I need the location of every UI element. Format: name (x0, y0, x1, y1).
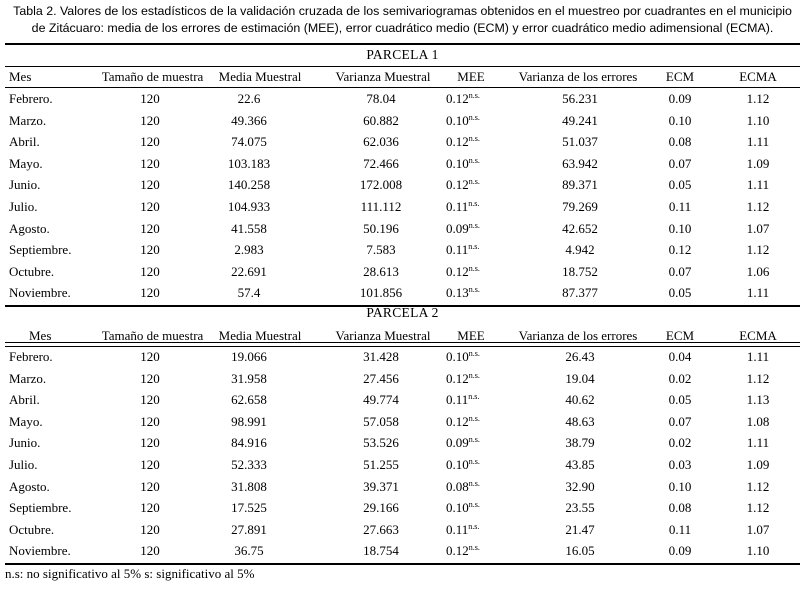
cell-mee (446, 198, 516, 215)
table-row (5, 519, 800, 540)
cell-mes: Junio. (9, 177, 41, 193)
cell-mee (446, 220, 516, 237)
cell-mee (446, 456, 516, 473)
cell-ecma: 1.12 (746, 199, 770, 214)
cell-mes: Mayo. (9, 155, 43, 171)
cell-varianza: 101.856 (359, 285, 403, 301)
cell-ecm: 0.08 (668, 134, 692, 150)
cell-tamano: 120 (140, 199, 160, 214)
mee-value: 0.09 (446, 435, 469, 451)
cell-ecma: 1.10 (746, 543, 770, 559)
header-row (5, 66, 800, 87)
mee-value: 0.10 (446, 112, 469, 128)
table-row (5, 454, 800, 475)
cell-media: 52.333 (231, 457, 267, 472)
cell-varianza: 18.754 (363, 543, 399, 559)
cell-mes: Marzo. (9, 112, 47, 128)
cell-media: 49.366 (231, 112, 267, 128)
cell-varianza: 49.774 (363, 392, 399, 408)
cell-var-errores: 42.652 (562, 220, 598, 236)
cell-mes: Julio. (9, 457, 38, 472)
cell-tamano: 120 (140, 285, 160, 301)
section-title: PARCELA 1 (366, 47, 439, 62)
cell-mee (446, 155, 516, 172)
cell-ecm: 0.05 (668, 285, 692, 301)
significance-mark: n.s. (468, 500, 480, 510)
cell-media: 19.066 (231, 349, 267, 364)
cell-var-errores: 38.79 (565, 435, 595, 451)
cell-mee (446, 370, 516, 387)
cell-mes: Octubre. (9, 263, 55, 279)
cell-ecm: 0.10 (668, 112, 692, 128)
significance-mark: n.s. (468, 263, 480, 273)
significance-mark: n.s. (468, 349, 480, 358)
mee-value: 0.12 (446, 134, 469, 150)
cell-varianza: 72.466 (363, 155, 399, 171)
cell-ecma: 1.06 (746, 263, 770, 279)
cell-mee (446, 413, 516, 430)
table-row (5, 110, 800, 131)
table-row (5, 153, 800, 174)
cell-ecm: 0.11 (668, 199, 692, 214)
mee-value: 0.10 (446, 155, 469, 171)
cell-ecma: 1.11 (746, 177, 770, 193)
cell-tamano: 120 (140, 392, 160, 408)
cell-var-errores: 87.377 (562, 285, 598, 301)
cell-var-errores: 49.241 (562, 112, 598, 128)
mee-value: 0.10 (446, 349, 469, 364)
cell-var-errores: 16.05 (565, 543, 595, 559)
cell-tamano: 120 (140, 177, 160, 193)
cell-mes: Julio. (9, 199, 38, 214)
cell-media: 84.916 (231, 435, 267, 451)
cell-media: 27.891 (231, 521, 267, 537)
significance-mark: n.s. (468, 392, 480, 402)
cell-varianza: 27.663 (363, 521, 399, 537)
cell-media: 36.75 (234, 543, 264, 559)
significance-mark: n.s. (468, 112, 480, 122)
cell-media: 22.691 (231, 263, 267, 279)
cell-mes: Octubre. (9, 521, 55, 537)
cell-mee (446, 263, 516, 280)
cell-ecma: 1.07 (746, 220, 770, 236)
cell-varianza: 29.166 (363, 500, 399, 516)
cell-mes: Abril. (9, 134, 40, 150)
header-mes: Mes (9, 69, 32, 84)
cell-ecma: 1.11 (746, 285, 770, 301)
cell-mee (446, 434, 516, 451)
section-title: PARCELA 2 (366, 305, 439, 320)
cell-varianza: 111.112 (360, 199, 402, 214)
cell-tamano: 120 (140, 263, 160, 279)
header-row (5, 325, 800, 346)
mee-value: 0.11 (446, 242, 469, 258)
cell-media: 22.6 (237, 91, 261, 106)
cell-var-errores: 23.55 (565, 500, 595, 516)
cell-var-errores: 19.04 (565, 370, 595, 386)
cell-varianza: 60.882 (363, 112, 399, 128)
cell-mes: Febrero. (9, 349, 53, 364)
significance-mark: n.s. (468, 199, 480, 208)
cell-ecma: 1.09 (746, 155, 770, 171)
table-bottom-rule (5, 563, 800, 565)
cell-tamano: 120 (140, 500, 160, 516)
mee-value: 0.11 (446, 199, 469, 214)
cell-mee (446, 90, 516, 107)
cell-var-errores: 89.371 (562, 177, 598, 193)
mee-value: 0.12 (446, 370, 469, 386)
cell-var-errores: 40.62 (565, 392, 595, 408)
cell-tamano: 120 (140, 134, 160, 150)
table-row (5, 196, 800, 217)
mee-value: 0.12 (446, 91, 469, 106)
cell-varianza: 53.526 (363, 435, 399, 451)
cell-mee (446, 284, 516, 301)
cell-mes: Abril. (9, 392, 40, 408)
header-var-errores: Varianza de los errores (518, 328, 638, 343)
cell-ecma: 1.12 (746, 500, 770, 516)
significance-mark: n.s. (468, 155, 480, 165)
cell-ecm: 0.02 (668, 370, 692, 386)
cell-tamano: 120 (140, 457, 160, 472)
header-ecma: ECMA (739, 328, 777, 343)
cell-mes: Febrero. (9, 91, 53, 106)
significance-mark: n.s. (468, 478, 480, 488)
cell-ecma: 1.07 (746, 521, 770, 537)
mee-value: 0.12 (446, 543, 469, 559)
cell-ecma: 1.12 (746, 478, 770, 494)
cell-media: 103.183 (227, 155, 271, 171)
header-varianza: Varianza Muestral (335, 69, 431, 84)
mee-value: 0.09 (446, 220, 469, 236)
header-media: Media Muestral (218, 69, 302, 84)
cell-ecma: 1.11 (746, 134, 770, 150)
cell-tamano: 120 (140, 543, 160, 559)
cell-mee (446, 348, 516, 365)
cell-var-errores: 21.47 (565, 521, 595, 537)
cell-varianza: 172.008 (359, 177, 403, 193)
cell-tamano: 120 (140, 435, 160, 451)
cell-varianza: 57.058 (363, 413, 399, 429)
cell-var-errores: 26.43 (565, 349, 595, 364)
footnote: n.s: no significativo al 5% s: significativo al 5% (5, 566, 255, 581)
cell-mes: Septiembre. (9, 500, 72, 516)
cell-mee (446, 542, 516, 559)
significance-mark: n.s. (468, 91, 480, 100)
table-row (5, 131, 800, 152)
cell-ecm: 0.07 (668, 263, 692, 279)
cell-var-errores: 32.90 (565, 478, 595, 494)
cell-mee (446, 478, 516, 495)
cell-media: 2.983 (234, 242, 264, 258)
cell-tamano: 120 (140, 91, 160, 106)
cell-ecm: 0.07 (668, 155, 692, 171)
significance-mark: n.s. (468, 220, 480, 230)
header-varianza: Varianza Muestral (335, 328, 431, 343)
cell-tamano: 120 (140, 155, 160, 171)
cell-media: 17.525 (231, 500, 267, 516)
mee-value: 0.08 (446, 478, 469, 494)
cell-mes: Septiembre. (9, 242, 72, 258)
cell-tamano: 120 (140, 349, 160, 364)
cell-varianza: 62.036 (363, 134, 399, 150)
header-media: Media Muestral (218, 328, 302, 343)
table-row (5, 346, 800, 367)
cell-ecm: 0.09 (668, 543, 692, 559)
table-row (5, 389, 800, 410)
cell-varianza: 78.04 (366, 91, 396, 106)
cell-ecma: 1.12 (746, 91, 770, 106)
mee-value: 0.11 (446, 392, 469, 408)
cell-tamano: 120 (140, 413, 160, 429)
cell-ecma: 1.12 (746, 370, 770, 386)
header-var-errores: Varianza de los errores (518, 69, 638, 84)
cell-varianza: 7.583 (366, 242, 396, 258)
cell-mes: Mayo. (9, 413, 43, 429)
table-row (5, 174, 800, 195)
cell-var-errores: 63.942 (562, 155, 598, 171)
cell-media: 62.658 (231, 392, 267, 408)
cell-mes: Noviembre. (9, 285, 71, 301)
header-mee: MEE (457, 328, 485, 343)
table-row (5, 218, 800, 239)
cell-ecm: 0.12 (668, 242, 692, 258)
cell-ecm: 0.05 (668, 177, 692, 193)
cell-ecm: 0.11 (668, 521, 692, 537)
caption-line-2: de Zitácuaro: media de los errores de estimación (MEE), error cuadrático medio (ECM) y error cuadrático medio adimensional (ECMA). (31, 21, 774, 35)
cell-media: 98.991 (231, 413, 267, 429)
cell-tamano: 120 (140, 478, 160, 494)
significance-mark: n.s. (468, 177, 480, 187)
cell-mes: Noviembre. (9, 543, 71, 559)
cell-media: 31.808 (231, 478, 267, 494)
mee-value: 0.12 (446, 177, 469, 193)
cell-ecm: 0.07 (668, 413, 692, 429)
significance-mark: n.s. (468, 370, 480, 380)
significance-mark: n.s. (468, 242, 480, 252)
cell-ecma: 1.10 (746, 112, 770, 128)
significance-mark: n.s. (468, 134, 480, 144)
table-row (5, 432, 800, 453)
caption-line-1: Tabla 2. Valores de los estadísticos de la validación cruzada de los semivariogramas obtenidos en el muestreo por cuadrantes en el municipio (13, 4, 792, 18)
table-row (5, 540, 800, 561)
cell-mee (446, 391, 516, 408)
significance-mark: n.s. (468, 285, 480, 295)
table-row (5, 368, 800, 389)
header-ecma: ECMA (739, 69, 777, 84)
cell-varianza: 39.371 (363, 478, 399, 494)
cell-mee (446, 112, 516, 129)
header-mes: Mes (29, 328, 52, 343)
cell-mee (446, 241, 516, 258)
cell-ecma: 1.11 (746, 349, 770, 364)
cell-ecma: 1.13 (746, 392, 770, 408)
cell-tamano: 120 (140, 521, 160, 537)
cell-ecm: 0.05 (668, 392, 692, 408)
cell-ecm: 0.10 (668, 478, 692, 494)
significance-mark: n.s. (468, 457, 480, 466)
cell-tamano: 120 (140, 112, 160, 128)
cell-media: 31.958 (231, 370, 267, 386)
significance-mark: n.s. (468, 413, 480, 423)
mee-value: 0.10 (446, 457, 469, 472)
cell-var-errores: 56.231 (562, 91, 598, 106)
table-row (5, 411, 800, 432)
cell-varianza: 27.456 (363, 370, 399, 386)
significance-mark: n.s. (468, 543, 480, 553)
mee-value: 0.12 (446, 263, 469, 279)
mee-value: 0.10 (446, 500, 469, 516)
cell-ecm: 0.08 (668, 500, 692, 516)
cell-mee (446, 499, 516, 516)
cell-mee (446, 176, 516, 193)
cell-ecma: 1.11 (746, 435, 770, 451)
header-mee: MEE (457, 69, 485, 84)
significance-mark: n.s. (468, 521, 480, 531)
cell-mee (446, 521, 516, 538)
cell-media: 57.4 (237, 285, 261, 301)
cell-ecma: 1.09 (746, 457, 770, 472)
table-row (5, 88, 800, 109)
cell-mes: Marzo. (9, 370, 47, 386)
table-caption (0, 3, 805, 37)
cell-tamano: 120 (140, 220, 160, 236)
table-row (5, 497, 800, 518)
cell-varianza: 31.428 (363, 349, 399, 364)
cell-media: 104.933 (227, 199, 271, 214)
table-row (5, 239, 800, 260)
cell-var-errores: 43.85 (565, 457, 595, 472)
cell-var-errores: 79.269 (562, 199, 598, 214)
mee-value: 0.13 (446, 285, 469, 301)
cell-mes: Agosto. (9, 220, 50, 236)
cell-tamano: 120 (140, 242, 160, 258)
table-row (5, 261, 800, 282)
cell-ecma: 1.12 (746, 242, 770, 258)
table-top-rule (5, 43, 800, 45)
mee-value: 0.11 (446, 521, 469, 537)
cell-var-errores: 51.037 (562, 134, 598, 150)
cell-varianza: 50.196 (363, 220, 399, 236)
cell-mes: Agosto. (9, 478, 50, 494)
cell-var-errores: 4.942 (565, 242, 595, 258)
cell-ecm: 0.10 (668, 220, 692, 236)
cell-mee (446, 133, 516, 150)
cell-tamano: 120 (140, 370, 160, 386)
cell-media: 140.258 (227, 177, 271, 193)
header-tamano: Tamaño de muestra (101, 69, 204, 84)
cell-varianza: 51.255 (363, 457, 399, 472)
table-row (5, 476, 800, 497)
cell-varianza: 28.613 (363, 263, 399, 279)
header-tamano: Tamaño de muestra (101, 328, 204, 343)
cell-ecm: 0.09 (668, 91, 692, 106)
significance-mark: n.s. (468, 435, 480, 445)
header-ecm: ECM (665, 328, 695, 343)
cell-mes: Junio. (9, 435, 41, 451)
cell-var-errores: 48.63 (565, 413, 595, 429)
header-ecm: ECM (665, 69, 695, 84)
cell-var-errores: 18.752 (562, 263, 598, 279)
cell-ecm: 0.02 (668, 435, 692, 451)
cell-media: 74.075 (231, 134, 267, 150)
table-row (5, 282, 800, 303)
cell-ecm: 0.04 (668, 349, 692, 364)
mee-value: 0.12 (446, 413, 469, 429)
cell-ecma: 1.08 (746, 413, 770, 429)
cell-ecm: 0.03 (668, 457, 692, 472)
cell-media: 41.558 (231, 220, 267, 236)
